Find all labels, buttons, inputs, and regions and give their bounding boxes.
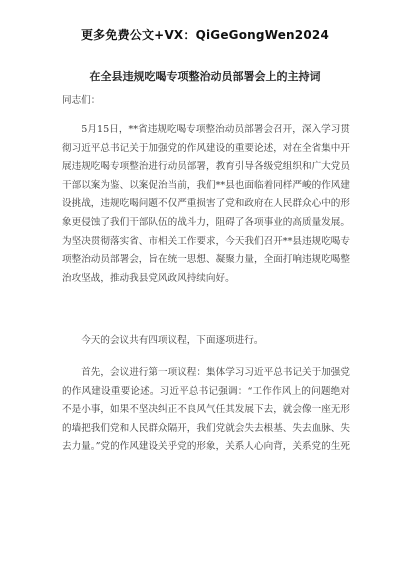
salutation: 同志们： [62,95,101,106]
paragraph-2: 今天的会议共有四项议程，下面逐项进行。 [81,335,264,346]
paragraph-1: 5月15日，**省违规吃喝专项整治动员部署会召开，深入学习贯彻习近平总书记关于加强党的作风建设的重要论述，对在全省集中开展违规吃喝专项整治进行动员部署，教育引导各级党组织和广大党员干部以案为鉴、以案促治当前，我们**县也面临着同样严峻的作风建设挑战，违规吃喝问题不仅严重损害了党和政府在人民群众心中的形象更侵蚀了我们干部队伍的战斗力，阻碍了各项事业的高质量发展。为坚决贯彻落实省、市相关工作要求，今天我们召开**县违规吃喝专项整治动员部署会，旨在统一思想、凝聚力量，全面打响违规吃喝整治攻坚战，推动我县党风政风持续向好。 [62,124,350,284]
paragraph-3: 首先，会议进行第一项议程：集体学习习近平总书记关于加强党的作风建设重要论述。习近平总书记强调：“工作作风上的问题绝对不是小事，如果不坚决纠正不良风气任其发展下去，就会像一座无形的墙把我们党和人民群众隔开，我们党就会失去根基、失去血脉、失去力量。”党的作风建设关乎党的形象，关系人心向背，关系党的生死 [62,367,350,453]
document-title: 在全县违规吃喝专项整治动员部署会上的主持词 [89,70,321,83]
watermark-header: 更多免费公文+VX：QiGeGongWen2024 [80,28,329,42]
